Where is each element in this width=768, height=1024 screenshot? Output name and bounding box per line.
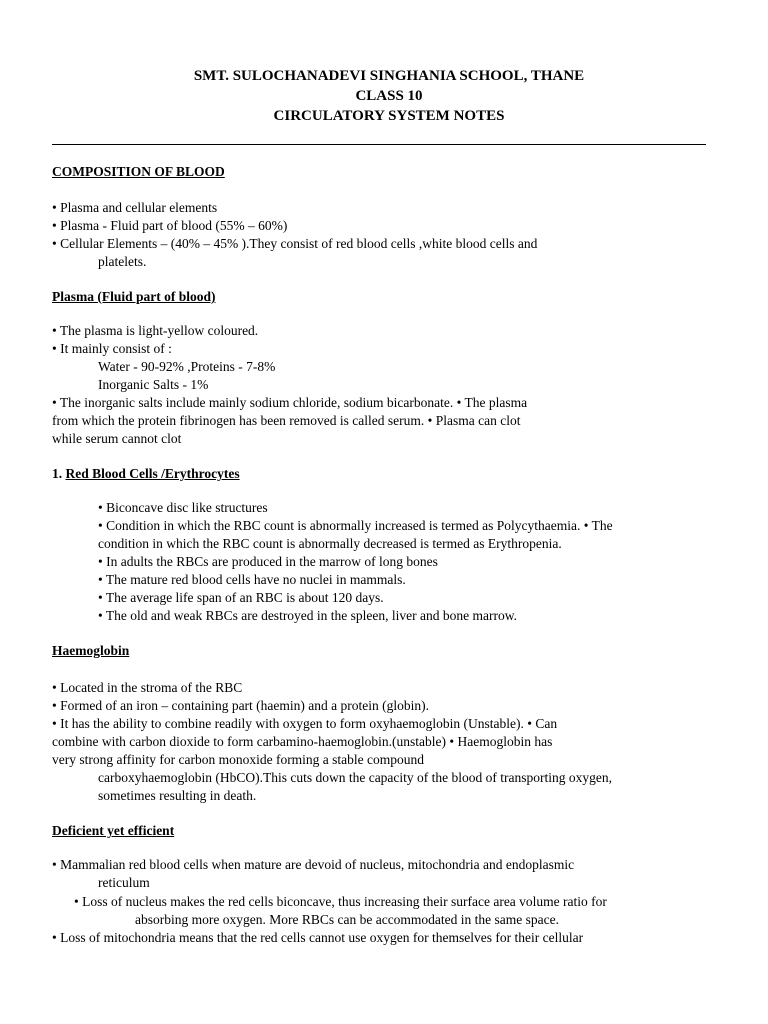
- haemoglobin-line: • It has the ability to combine readily with oxygen to form oxyhaemoglobin (Unstable). • Can: [52, 716, 558, 731]
- rbc-heading-text: Red Blood Cells /Erythrocytes: [65, 466, 240, 481]
- section-heading-deficient: Deficient yet efficient: [52, 823, 175, 838]
- rbc-line: • Biconcave disc like structures: [98, 500, 268, 515]
- plasma-line: Water - 90-92% ,Proteins - 7-8%: [98, 359, 276, 374]
- plasma-line: • The plasma is light-yellow coloured.: [52, 323, 259, 338]
- rbc-line: • In adults the RBCs are produced in the marrow of long bones: [98, 554, 438, 569]
- composition-line: • Plasma and cellular elements: [52, 200, 218, 215]
- rbc-line: condition in which the RBC count is abnormally decreased is termed as Erythropenia.: [98, 536, 562, 551]
- haemoglobin-line: carboxyhaemoglobin (HbCO).This cuts down the capacity of the blood of transporting oxygen,: [98, 770, 613, 785]
- plasma-line: from which the protein fibrinogen has been removed is called serum. • Plasma can clot: [52, 413, 521, 428]
- deficient-line: • Mammalian red blood cells when mature are devoid of nucleus, mitochondria and endoplasmic: [52, 857, 575, 872]
- plasma-line: while serum cannot clot: [52, 431, 182, 446]
- section-heading-rbc: [52, 465, 240, 483]
- section-heading-plasma: Plasma (Fluid part of blood): [52, 289, 216, 304]
- haemoglobin-line: sometimes resulting in death.: [98, 788, 257, 803]
- plasma-line: • The inorganic salts include mainly sodium chloride, sodium bicarbonate. • The plasma: [52, 395, 528, 410]
- document-header: [0, 66, 768, 126]
- haemoglobin-line: very strong affinity for carbon monoxide forming a stable compound: [52, 752, 425, 767]
- plasma-line: Inorganic Salts - 1%: [98, 377, 209, 392]
- composition-line: • Cellular Elements – (40% – 45% ).They consist of red blood cells ,white blood cells and: [52, 236, 538, 251]
- haemoglobin-line: • Located in the stroma of the RBC: [52, 680, 243, 695]
- school-name: SMT. SULOCHANADEVI SINGHANIA SCHOOL, THANE: [193, 68, 585, 84]
- deficient-line: • Loss of nucleus makes the red cells biconcave, thus increasing their surface area volume ratio for: [74, 894, 607, 909]
- rbc-line: • The old and weak RBCs are destroyed in the spleen, liver and bone marrow.: [98, 608, 517, 623]
- deficient-line: • Loss of mitochondria means that the red cells cannot use oxygen for themselves for their cellular: [52, 930, 584, 945]
- header-divider: [52, 144, 706, 145]
- haemoglobin-line: • Formed of an iron – containing part (haemin) and a protein (globin).: [52, 698, 429, 713]
- rbc-line: • Condition in which the RBC count is abnormally increased is termed as Polycythaemia. • The: [98, 518, 613, 533]
- composition-line: • Plasma - Fluid part of blood (55% – 60%): [52, 218, 288, 233]
- haemoglobin-line: combine with carbon dioxide to form carbamino-haemoglobin.(unstable) • Haemoglobin has: [52, 734, 553, 749]
- document-title: CIRCULATORY SYSTEM NOTES: [273, 108, 505, 124]
- section-number: 1.: [52, 466, 66, 481]
- deficient-line: absorbing more oxygen. More RBCs can be accommodated in the same space.: [135, 912, 560, 927]
- section-heading-composition: COMPOSITION OF BLOOD: [52, 164, 225, 179]
- plasma-line: • It mainly consist of :: [52, 341, 172, 356]
- rbc-line: • The average life span of an RBC is about 120 days.: [98, 590, 384, 605]
- section-heading-haemoglobin: Haemoglobin: [52, 643, 130, 658]
- deficient-line: reticulum: [98, 875, 150, 890]
- class-label: CLASS 10: [355, 88, 423, 104]
- rbc-line: • The mature red blood cells have no nuclei in mammals.: [98, 572, 406, 587]
- composition-line: platelets.: [98, 254, 147, 269]
